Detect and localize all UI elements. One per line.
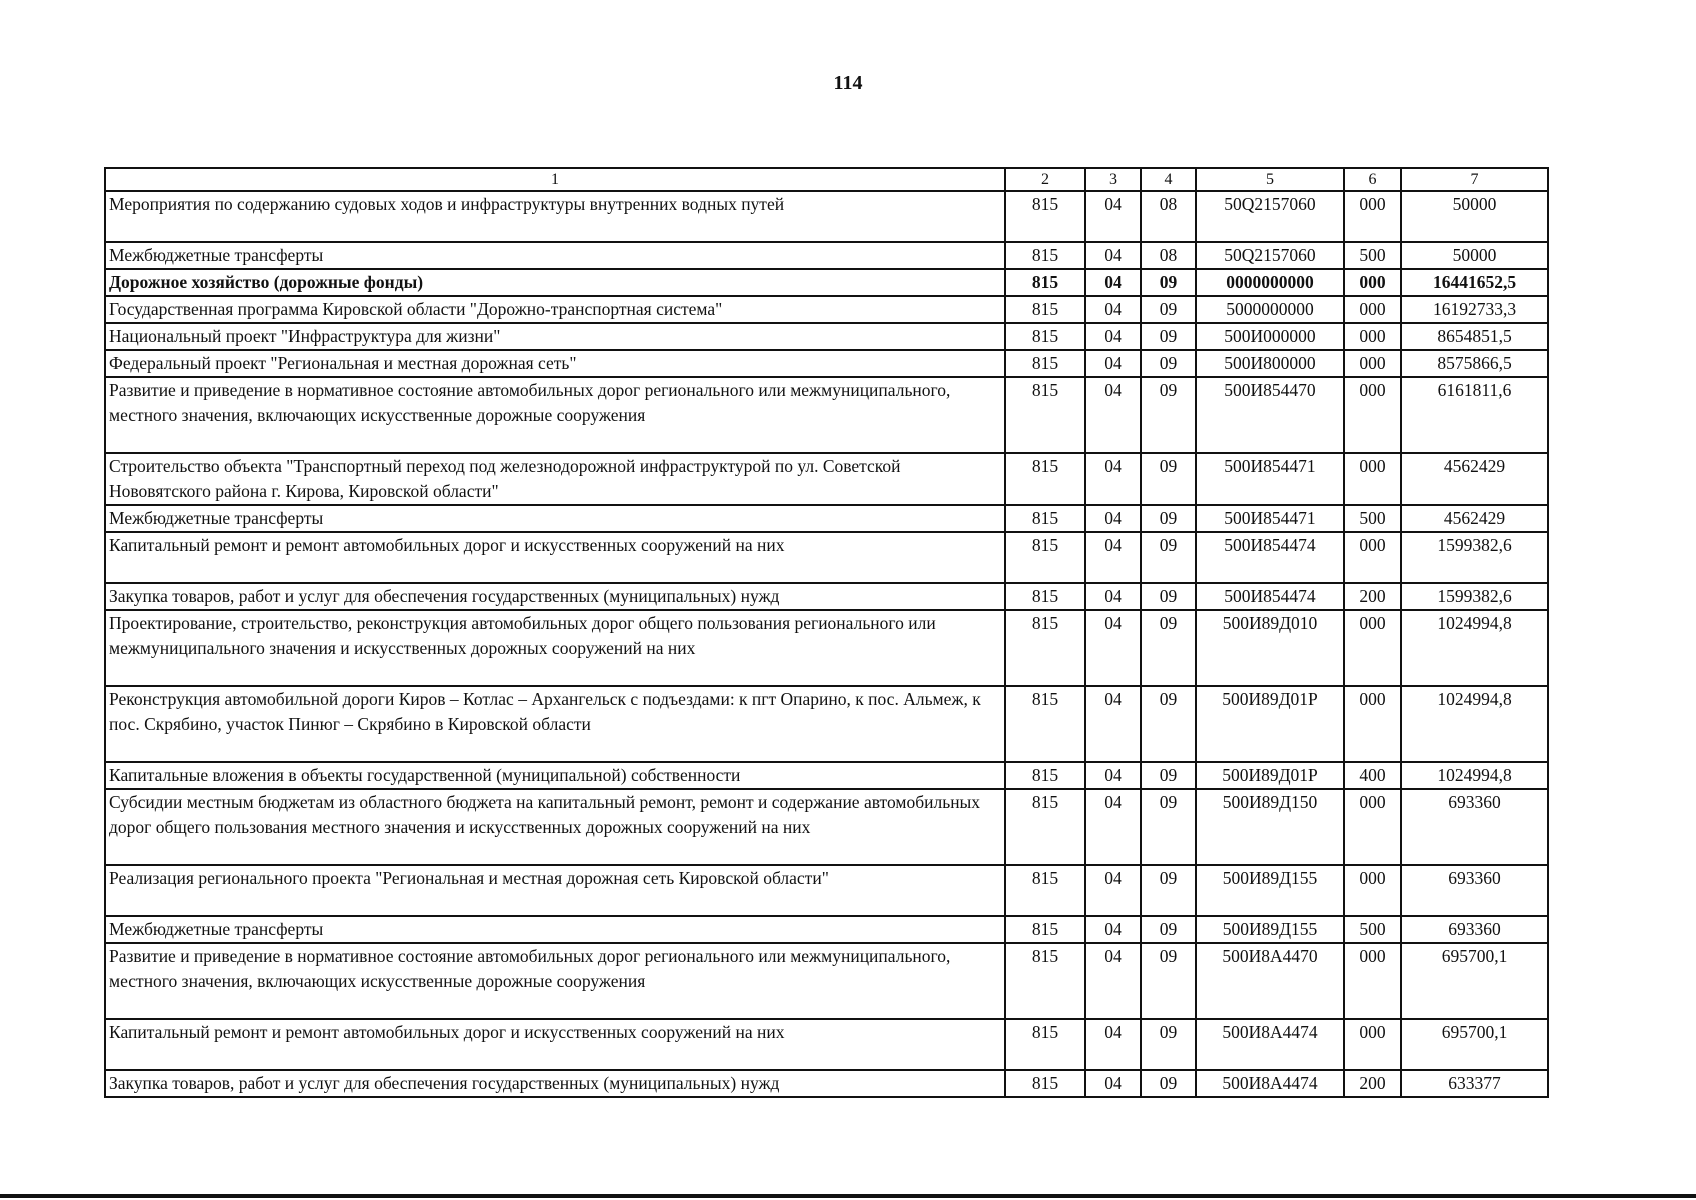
expense-type-cell: 500 (1344, 916, 1401, 943)
expense-type-cell: 000 (1344, 269, 1401, 296)
table-row (105, 191, 1548, 242)
chapter-code-cell: 815 (1005, 1070, 1085, 1097)
section-code-cell: 04 (1085, 1019, 1141, 1070)
subsection-code-cell: 09 (1141, 532, 1196, 583)
target-article-cell: 500И8А4474 (1196, 1070, 1344, 1097)
expense-type-cell: 200 (1344, 583, 1401, 610)
chapter-code-cell: 815 (1005, 916, 1085, 943)
chapter-code-cell: 815 (1005, 865, 1085, 916)
target-article-cell: 5000000000 (1196, 296, 1344, 323)
expense-type-cell: 000 (1344, 296, 1401, 323)
row-name-cell: Развитие и приведение в нормативное состояние автомобильных дорог регионального или межмуниципального, местного значения, включающих искусственные дорожные сооружения (105, 377, 1005, 453)
table-row (105, 377, 1548, 453)
row-name-cell: Государственная программа Кировской области "Дорожно-транспортная система" (105, 296, 1005, 323)
table-row (105, 762, 1548, 789)
table-row (105, 789, 1548, 865)
header-cell: 5 (1196, 168, 1344, 191)
table-row (105, 269, 1548, 296)
chapter-code-cell: 815 (1005, 762, 1085, 789)
target-article-cell: 500И854470 (1196, 377, 1344, 453)
chapter-code-cell: 815 (1005, 686, 1085, 762)
section-code-cell: 04 (1085, 943, 1141, 1019)
target-article-cell: 500И854471 (1196, 453, 1344, 505)
chapter-code-cell: 815 (1005, 191, 1085, 242)
amount-cell: 693360 (1401, 865, 1548, 916)
amount-cell: 695700,1 (1401, 943, 1548, 1019)
amount-cell: 633377 (1401, 1070, 1548, 1097)
amount-cell: 693360 (1401, 789, 1548, 865)
amount-cell: 1599382,6 (1401, 532, 1548, 583)
page-number: 114 (833, 72, 863, 94)
expense-type-cell: 000 (1344, 532, 1401, 583)
row-name-cell: Капитальный ремонт и ремонт автомобильных дорог и искусственных сооружений на них (105, 532, 1005, 583)
amount-cell: 1024994,8 (1401, 610, 1548, 686)
table-row (105, 296, 1548, 323)
table-row (105, 1019, 1548, 1070)
subsection-code-cell: 09 (1141, 686, 1196, 762)
table-header-row (105, 168, 1548, 191)
amount-cell: 1024994,8 (1401, 686, 1548, 762)
table-row (105, 1070, 1548, 1097)
row-name-cell: Проектирование, строительство, реконструкция автомобильных дорог общего пользования регионального или межмуниципального значения и искусственных дорожных сооружений на них (105, 610, 1005, 686)
amount-cell: 6161811,6 (1401, 377, 1548, 453)
target-article-cell: 500И8А4474 (1196, 1019, 1344, 1070)
amount-cell: 695700,1 (1401, 1019, 1548, 1070)
subsection-code-cell: 09 (1141, 762, 1196, 789)
section-code-cell: 04 (1085, 269, 1141, 296)
chapter-code-cell: 815 (1005, 296, 1085, 323)
target-article-cell: 500И89Д010 (1196, 610, 1344, 686)
amount-cell: 16441652,5 (1401, 269, 1548, 296)
bottom-rule (0, 1194, 1696, 1198)
chapter-code-cell: 815 (1005, 532, 1085, 583)
subsection-code-cell: 09 (1141, 350, 1196, 377)
table-row (105, 242, 1548, 269)
subsection-code-cell: 09 (1141, 1019, 1196, 1070)
target-article-cell: 500И854474 (1196, 532, 1344, 583)
subsection-code-cell: 09 (1141, 789, 1196, 865)
subsection-code-cell: 09 (1141, 610, 1196, 686)
subsection-code-cell: 09 (1141, 505, 1196, 532)
table-row (105, 686, 1548, 762)
table-row (105, 323, 1548, 350)
target-article-cell: 500И8А4470 (1196, 943, 1344, 1019)
subsection-code-cell: 09 (1141, 269, 1196, 296)
section-code-cell: 04 (1085, 323, 1141, 350)
subsection-code-cell: 09 (1141, 916, 1196, 943)
table-row (105, 505, 1548, 532)
header-cell: 2 (1005, 168, 1085, 191)
chapter-code-cell: 815 (1005, 943, 1085, 1019)
header-cell: 7 (1401, 168, 1548, 191)
table-row (105, 865, 1548, 916)
section-code-cell: 04 (1085, 242, 1141, 269)
section-code-cell: 04 (1085, 762, 1141, 789)
expense-type-cell: 000 (1344, 350, 1401, 377)
amount-cell: 8654851,5 (1401, 323, 1548, 350)
amount-cell: 4562429 (1401, 453, 1548, 505)
chapter-code-cell: 815 (1005, 453, 1085, 505)
section-code-cell: 04 (1085, 1070, 1141, 1097)
amount-cell: 1599382,6 (1401, 583, 1548, 610)
chapter-code-cell: 815 (1005, 583, 1085, 610)
expense-type-cell: 000 (1344, 789, 1401, 865)
target-article-cell: 500И89Д01Р (1196, 762, 1344, 789)
amount-cell: 4562429 (1401, 505, 1548, 532)
chapter-code-cell: 815 (1005, 1019, 1085, 1070)
row-name-cell: Капитальные вложения в объекты государственной (муниципальной) собственности (105, 762, 1005, 789)
expense-type-cell: 000 (1344, 865, 1401, 916)
subsection-code-cell: 09 (1141, 943, 1196, 1019)
table-row (105, 610, 1548, 686)
section-code-cell: 04 (1085, 916, 1141, 943)
expense-type-cell: 000 (1344, 1019, 1401, 1070)
header-cell: 6 (1344, 168, 1401, 191)
subsection-code-cell: 09 (1141, 377, 1196, 453)
target-article-cell: 500И854471 (1196, 505, 1344, 532)
subsection-code-cell: 09 (1141, 865, 1196, 916)
row-name-cell: Закупка товаров, работ и услуг для обеспечения государственных (муниципальных) нужд (105, 583, 1005, 610)
expense-type-cell: 000 (1344, 323, 1401, 350)
chapter-code-cell: 815 (1005, 610, 1085, 686)
header-cell: 4 (1141, 168, 1196, 191)
expense-type-cell: 000 (1344, 943, 1401, 1019)
expense-type-cell: 000 (1344, 686, 1401, 762)
row-name-cell: Национальный проект "Инфраструктура для жизни" (105, 323, 1005, 350)
target-article-cell: 500И854474 (1196, 583, 1344, 610)
header-cell: 1 (105, 168, 1005, 191)
section-code-cell: 04 (1085, 583, 1141, 610)
section-code-cell: 04 (1085, 377, 1141, 453)
target-article-cell: 50Q2157060 (1196, 191, 1344, 242)
expense-type-cell: 000 (1344, 610, 1401, 686)
section-code-cell: 04 (1085, 505, 1141, 532)
table-row (105, 943, 1548, 1019)
chapter-code-cell: 815 (1005, 377, 1085, 453)
chapter-code-cell: 815 (1005, 505, 1085, 532)
chapter-code-cell: 815 (1005, 350, 1085, 377)
section-code-cell: 04 (1085, 532, 1141, 583)
target-article-cell: 500И89Д155 (1196, 865, 1344, 916)
header-cell: 3 (1085, 168, 1141, 191)
subsection-code-cell: 09 (1141, 453, 1196, 505)
row-name-cell: Реконструкция автомобильной дороги Киров – Котлас – Архангельск с подъездами: к пгт Опарино, к пос. Альмеж, к пос. Скрябино, участок Пинюг – Скрябино в Кировской области (105, 686, 1005, 762)
amount-cell: 8575866,5 (1401, 350, 1548, 377)
row-name-cell: Закупка товаров, работ и услуг для обеспечения государственных (муниципальных) нужд (105, 1070, 1005, 1097)
row-name-cell: Развитие и приведение в нормативное состояние автомобильных дорог регионального или межмуниципального, местного значения, включающих искусственные дорожные сооружения (105, 943, 1005, 1019)
table-row (105, 350, 1548, 377)
target-article-cell: 500И000000 (1196, 323, 1344, 350)
amount-cell: 693360 (1401, 916, 1548, 943)
target-article-cell: 500И800000 (1196, 350, 1344, 377)
section-code-cell: 04 (1085, 296, 1141, 323)
section-code-cell: 04 (1085, 865, 1141, 916)
chapter-code-cell: 815 (1005, 269, 1085, 296)
chapter-code-cell: 815 (1005, 242, 1085, 269)
section-code-cell: 04 (1085, 191, 1141, 242)
amount-cell: 16192733,3 (1401, 296, 1548, 323)
subsection-code-cell: 09 (1141, 323, 1196, 350)
expense-type-cell: 000 (1344, 377, 1401, 453)
section-code-cell: 04 (1085, 350, 1141, 377)
row-name-cell: Федеральный проект "Региональная и местная дорожная сеть" (105, 350, 1005, 377)
budget-table (104, 167, 1549, 1098)
target-article-cell: 500И89Д01Р (1196, 686, 1344, 762)
amount-cell: 50000 (1401, 191, 1548, 242)
amount-cell: 1024994,8 (1401, 762, 1548, 789)
target-article-cell: 500И89Д150 (1196, 789, 1344, 865)
row-name-cell: Строительство объекта "Транспортный переход под железнодорожной инфраструктурой по ул. Советской Нововятского района г. Кирова, Кировской области" (105, 453, 1005, 505)
row-name-cell: Мероприятия по содержанию судовых ходов и инфраструктуры внутренних водных путей (105, 191, 1005, 242)
target-article-cell: 0000000000 (1196, 269, 1344, 296)
subsection-code-cell: 09 (1141, 296, 1196, 323)
section-code-cell: 04 (1085, 789, 1141, 865)
target-article-cell: 50Q2157060 (1196, 242, 1344, 269)
row-name-cell: Субсидии местным бюджетам из областного бюджета на капитальный ремонт, ремонт и содержание автомобильных дорог общего пользования местного значения и искусственных дорожных сооружений на них (105, 789, 1005, 865)
row-name-cell: Капитальный ремонт и ремонт автомобильных дорог и искусственных сооружений на них (105, 1019, 1005, 1070)
section-code-cell: 04 (1085, 610, 1141, 686)
table-row (105, 532, 1548, 583)
section-code-cell: 04 (1085, 686, 1141, 762)
subsection-code-cell: 09 (1141, 1070, 1196, 1097)
table-row (105, 453, 1548, 505)
table-row (105, 916, 1548, 943)
subsection-code-cell: 08 (1141, 242, 1196, 269)
amount-cell: 50000 (1401, 242, 1548, 269)
expense-type-cell: 500 (1344, 505, 1401, 532)
expense-type-cell: 000 (1344, 191, 1401, 242)
target-article-cell: 500И89Д155 (1196, 916, 1344, 943)
chapter-code-cell: 815 (1005, 789, 1085, 865)
row-name-cell: Дорожное хозяйство (дорожные фонды) (105, 269, 1005, 296)
expense-type-cell: 200 (1344, 1070, 1401, 1097)
row-name-cell: Межбюджетные трансферты (105, 505, 1005, 532)
row-name-cell: Межбюджетные трансферты (105, 916, 1005, 943)
row-name-cell: Межбюджетные трансферты (105, 242, 1005, 269)
subsection-code-cell: 08 (1141, 191, 1196, 242)
subsection-code-cell: 09 (1141, 583, 1196, 610)
expense-type-cell: 000 (1344, 453, 1401, 505)
chapter-code-cell: 815 (1005, 323, 1085, 350)
expense-type-cell: 400 (1344, 762, 1401, 789)
section-code-cell: 04 (1085, 453, 1141, 505)
table-row (105, 583, 1548, 610)
expense-type-cell: 500 (1344, 242, 1401, 269)
row-name-cell: Реализация регионального проекта "Региональная и местная дорожная сеть Кировской области" (105, 865, 1005, 916)
